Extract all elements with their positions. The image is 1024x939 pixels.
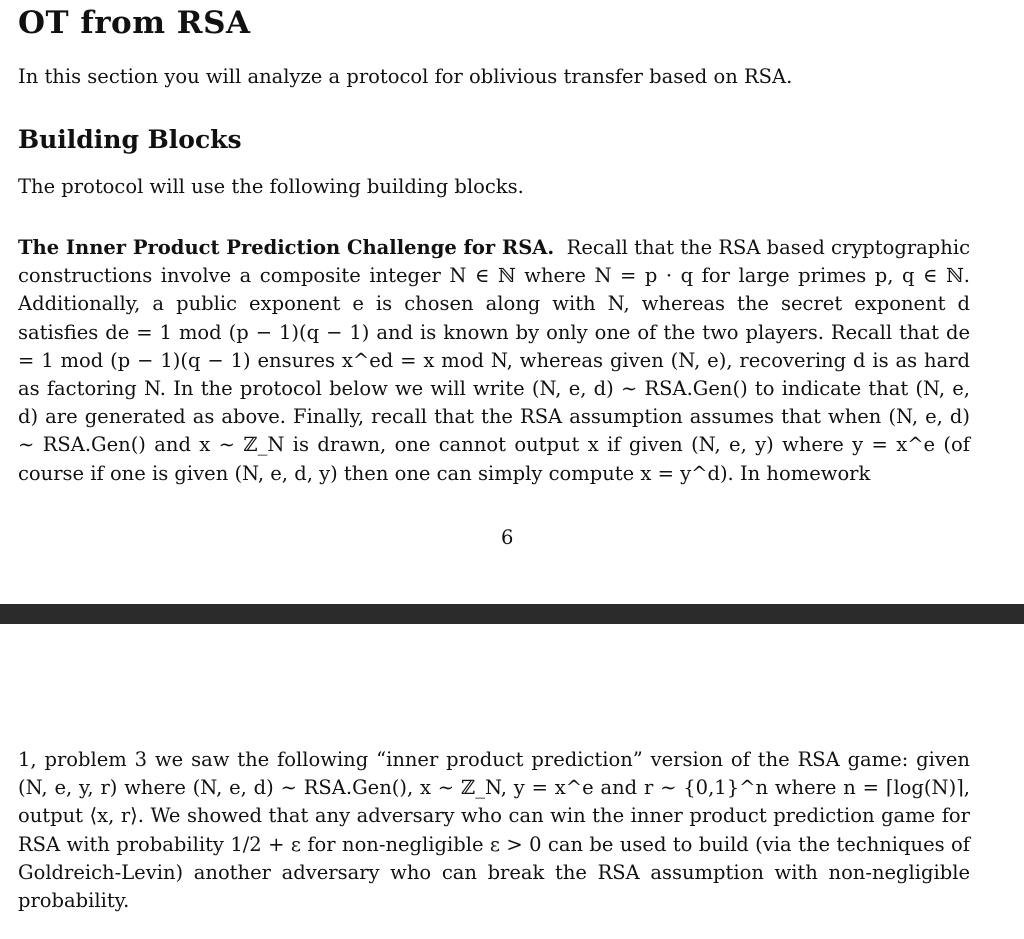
page-top: [18, 0, 972, 549]
subsection-title: Building Blocks: [18, 125, 242, 154]
subsection-intro: The protocol will use the following building blocks.: [18, 175, 524, 198]
page-number: 6: [501, 526, 514, 549]
paragraph-heading: The Inner Product Prediction Challenge for RSA.: [18, 236, 555, 259]
inner-product-paragraph: [18, 234, 970, 488]
paragraph-body: Recall that the RSA based cryptographic constructions involve a composite integer N ∈ ℕ where N = p · q for large primes p, q ∈ ℕ. Additionally, a public exponent e is chosen along with N, whereas the secret exponent d satisfies de = 1 mod (p − 1)(q − 1) and is known by only one of the two players. Recall that de = 1 mod (p − 1)(q − 1) ensures x^ed = x mod N, whereas given (N, e), recovering d is as hard as factoring N. In the protocol below we will write (N, e, d) ∼ RSA.Gen() to indicate that (N, e, d) are generated as above. Finally, recall that the RSA assumption assumes that when (N, e, d) ∼ RSA.Gen() and x ∼ ℤ_N is drawn, one cannot output x if given (N, e, y) where y = x^e (of course if one is given (N, e, d, y) then one can simply compute x = y^d). In homework: [18, 236, 970, 485]
continuation-paragraph: 1, problem 3 we saw the following “inner product prediction” version of the RSA game: given (N, e, y, r) where (N, e, d) ∼ RSA.Gen(), x ∼ ℤ_N, y = x^e and r ∼ {0,1}^n where n = ⌈log(N)⌉, output ⟨x, r⟩. We showed that any adversary who can win the inner product prediction game for RSA with probability 1/2 + ε for non-negligible ε > 0 can be used to build (via the techniques of Goldreich-Levin) another adversary who can break the RSA assumption with non-negligible probability.: [18, 748, 970, 913]
section-intro: In this section you will analyze a protocol for oblivious transfer based on RSA.: [18, 65, 793, 88]
page-divider: [0, 604, 1024, 624]
section-title: OT from RSA: [18, 5, 251, 41]
